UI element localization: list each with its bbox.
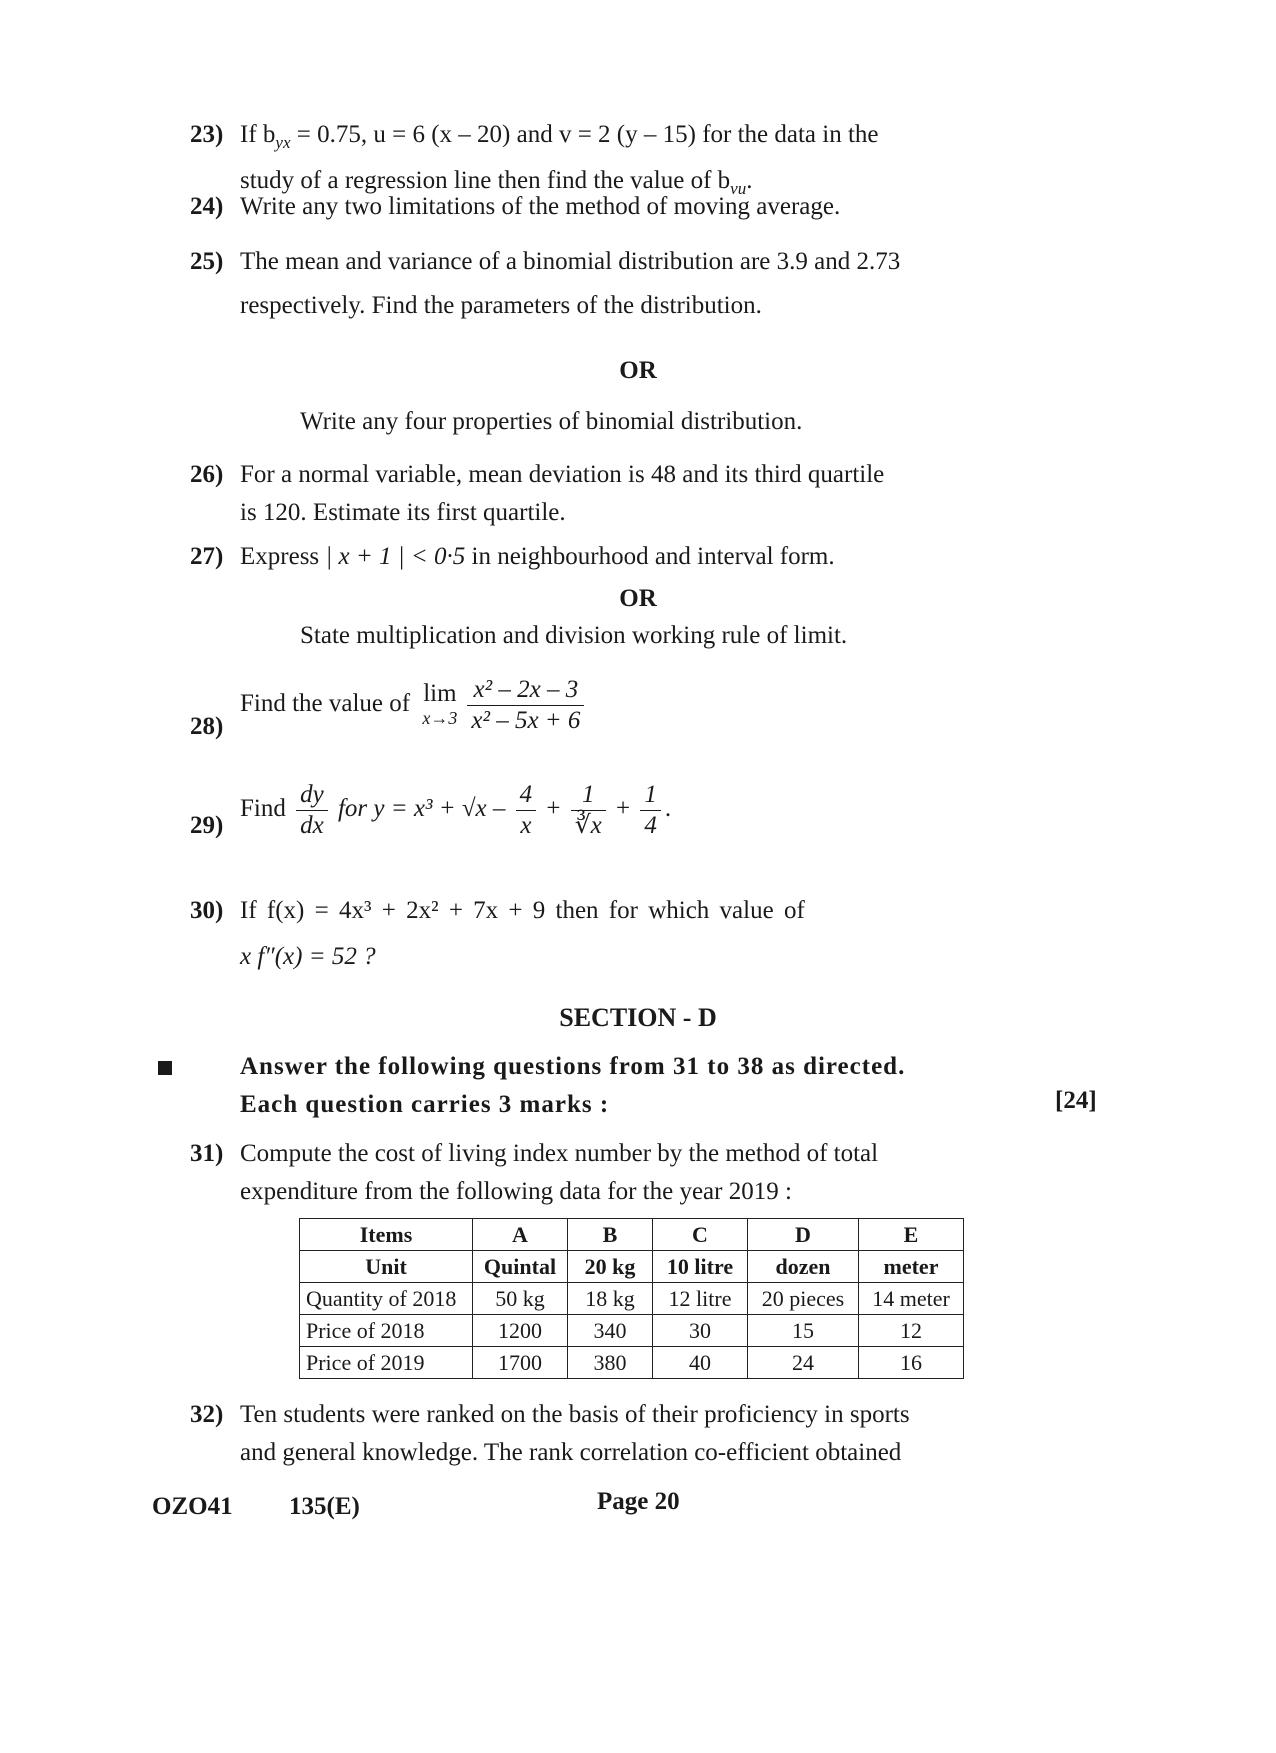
math-expression: | x + 1 | < 0·5: [325, 543, 466, 570]
fraction-denominator: ∛x: [574, 812, 602, 839]
bullet-square-icon: [158, 1061, 172, 1075]
table-cell: 50 kg: [473, 1283, 568, 1315]
table-cell: 18 kg: [568, 1283, 653, 1315]
table-cell: 40: [653, 1347, 748, 1379]
table-row: [300, 1283, 964, 1315]
table-cell: 1700: [473, 1347, 568, 1379]
table-cell: E: [859, 1219, 964, 1251]
question-line: [240, 780, 1000, 841]
table-row: [300, 1347, 964, 1379]
fraction-denominator: x² – 5x + 6: [471, 707, 581, 734]
question-28: [190, 675, 1000, 740]
question-number: 31): [190, 1140, 224, 1167]
cost-of-living-table: [299, 1218, 964, 1379]
or-label: OR: [619, 357, 657, 384]
table-cell: A: [473, 1219, 568, 1251]
question-number: 23): [190, 121, 224, 148]
question-number: 24): [190, 193, 224, 220]
table-cell: C: [653, 1219, 748, 1251]
fraction-denominator: x: [520, 812, 532, 839]
question-24: [190, 188, 1000, 226]
table-cell: 1200: [473, 1315, 568, 1347]
table-cell: 340: [568, 1315, 653, 1347]
table-cell: Quantity of 2018: [300, 1283, 473, 1315]
fraction-numerator: dy: [296, 780, 328, 811]
alternative-question: Write any four properties of binomial distribution.: [300, 408, 803, 435]
table-cell: B: [568, 1219, 653, 1251]
question-32: [190, 1396, 1000, 1472]
limit-fraction: [467, 675, 584, 736]
table-row: [300, 1315, 964, 1347]
question-text: Write any two limitations of the method of moving average.: [240, 193, 841, 220]
table-cell: D: [748, 1219, 859, 1251]
instruction-line: Answer the following questions from 31 to 38 as directed.: [240, 1053, 906, 1080]
table-cell: 12: [859, 1315, 964, 1347]
question-25: [190, 240, 1000, 328]
question-text: For a normal variable, mean deviation is 48 and its third quartile: [240, 461, 885, 488]
table-cell: meter: [859, 1251, 964, 1283]
question-number: 26): [190, 461, 224, 488]
question-text: is 120. Estimate its first quartile.: [240, 499, 566, 526]
table-cell: 380: [568, 1347, 653, 1379]
question-text: Express: [240, 543, 326, 570]
table-cell: 20 pieces: [748, 1283, 859, 1315]
question-text: = 0.75, u = 6 (x – 20) and v = 2 (y – 15) for the data in the: [290, 121, 879, 148]
table-cell: 10 litre: [653, 1251, 748, 1283]
or-label: OR: [619, 585, 657, 612]
fraction-denominator: dx: [300, 812, 324, 839]
section-instructions: [240, 1048, 1000, 1124]
fraction-numerator: x² – 2x – 3: [467, 675, 584, 706]
fraction-term: [571, 780, 606, 841]
question-text: expenditure from the following data for the year 2019 :: [240, 1178, 792, 1205]
table-cell: 24: [748, 1347, 859, 1379]
instruction-line: Each question carries 3 marks :: [240, 1091, 610, 1118]
fraction-term: [516, 780, 537, 841]
table-cell: Items: [300, 1219, 473, 1251]
question-text: in neighbourhood and interval form.: [465, 543, 835, 570]
question-27: [190, 538, 1000, 576]
table-cell: dozen: [748, 1251, 859, 1283]
table-cell: 30: [653, 1315, 748, 1347]
question-text: The mean and variance of a binomial distribution are 3.9 and 2.73: [240, 248, 901, 275]
table-cell: 16: [859, 1347, 964, 1379]
question-text: respectively. Find the parameters of the distribution.: [240, 292, 762, 319]
math-expression: for y = x³ + √x –: [331, 795, 512, 823]
footer-code: OZO41: [152, 1493, 233, 1520]
fraction-numerator: 1: [571, 780, 606, 811]
question-text: Find the value of: [240, 690, 417, 718]
question-text: If b: [240, 121, 276, 148]
question-line: [240, 116, 1000, 162]
question-number: 30): [190, 897, 224, 924]
subscript: yx: [275, 133, 291, 152]
plus-sign: +: [540, 795, 567, 823]
table-cell: Price of 2019: [300, 1347, 473, 1379]
limit-label: lim: [423, 679, 457, 707]
question-number: 25): [190, 248, 224, 275]
fraction-numerator: 1: [640, 780, 661, 811]
fraction-denominator: 4: [644, 812, 657, 839]
table-cell: Price of 2018: [300, 1315, 473, 1347]
question-31: [190, 1135, 1000, 1211]
limit-subscript: x→3: [422, 707, 458, 728]
table-cell: 12 litre: [653, 1283, 748, 1315]
table-cell: 14 meter: [859, 1283, 964, 1315]
question-number: 32): [190, 1401, 224, 1428]
period: .: [664, 795, 672, 823]
question-text: Find: [240, 795, 293, 823]
question-text: Compute the cost of living index number by the method of total: [240, 1140, 879, 1167]
question-text: Ten students were ranked on the basis of their proficiency in sports: [240, 1401, 910, 1428]
question-text: .: [746, 167, 753, 194]
page-number: Page 20: [597, 1488, 680, 1515]
question-line: [240, 675, 1000, 736]
table-cell: 15: [748, 1315, 859, 1347]
section-marks: [24]: [1055, 1087, 1097, 1114]
fraction-numerator: 4: [516, 780, 537, 811]
derivative-fraction: [296, 780, 328, 841]
question-number: 27): [190, 543, 224, 570]
fraction-term: [640, 780, 661, 841]
question-29: [190, 780, 1000, 841]
question-text: x f″(x) = 52 ?: [240, 943, 376, 970]
table-cell: 20 kg: [568, 1251, 653, 1283]
plus-sign: +: [609, 795, 637, 823]
limit-operator: [422, 679, 458, 730]
question-text: and general knowledge. The rank correlation co-efficient obtained: [240, 1439, 902, 1466]
section-title: SECTION - D: [559, 1003, 717, 1032]
alternative-question: State multiplication and division working rule of limit.: [300, 622, 848, 649]
question-30: [190, 888, 1000, 980]
table-cell: Quintal: [473, 1251, 568, 1283]
footer-paper: 135(E): [289, 1493, 360, 1520]
question-text: If f(x) = 4x³ + 2x² + 7x + 9 then for which value of: [240, 897, 805, 924]
table-row: [300, 1251, 964, 1283]
question-line: [240, 538, 1000, 576]
question-text: study of a regression line then find the value of b: [240, 167, 731, 194]
table-cell: Unit: [300, 1251, 473, 1283]
question-number: 29): [190, 812, 224, 839]
question-26: [190, 456, 1000, 532]
table-row: [300, 1219, 964, 1251]
question-number: 28): [190, 713, 224, 740]
subscript: vu: [730, 179, 747, 198]
